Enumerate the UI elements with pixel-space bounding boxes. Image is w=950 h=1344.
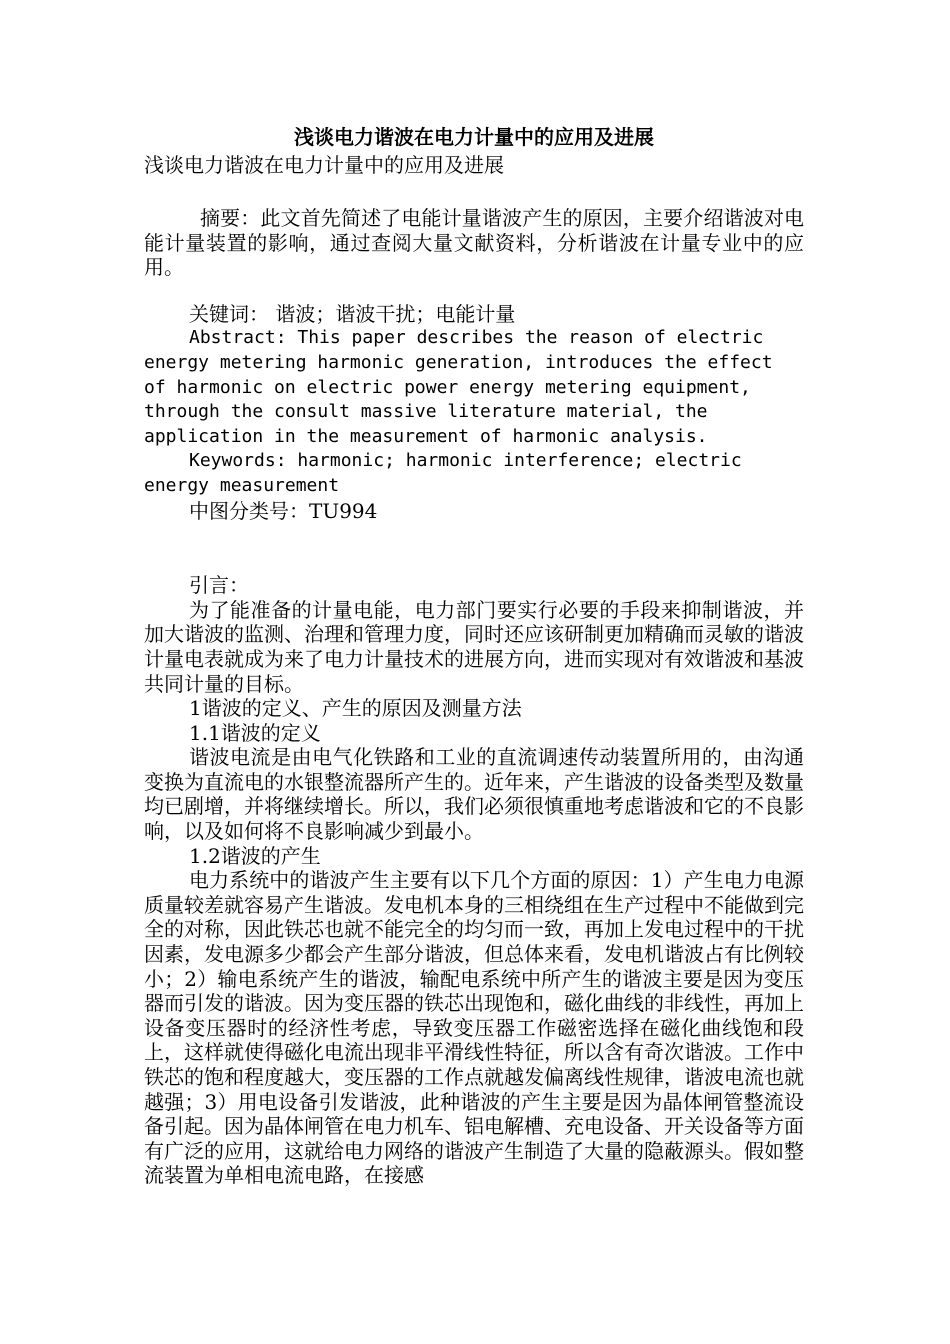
intro-heading: 引言： bbox=[189, 573, 249, 598]
abstract-en: Abstract: This paper describes the reason of electric energy metering harmonic generation, introduces the effect of harmonic on electric power energy metering equipment, through the consult massive literature material, the application in the measurement of harmonic analysis. bbox=[144, 327, 773, 447]
abstract-cn: 摘要：此文首先简述了电能计量谐波产生的原因，主要介绍谐波对电能计量装置的影响，通过查阅大量文献资料，分析谐波在计量专业中的应用。 bbox=[144, 206, 804, 280]
document-title: 浅谈电力谐波在电力计量中的应用及进展 bbox=[294, 125, 654, 149]
section-1-2-heading: 1.2谐波的产生 bbox=[189, 843, 321, 868]
keywords-cn: 关键词： 谐波；谐波干扰；电能计量 bbox=[189, 301, 516, 326]
intro-paragraph: 为了能准备的计量电能，电力部门要实行必要的手段来抑制谐波，并加大谐波的监测、治理和管理力度，同时还应该研制更加精确而灵敏的谐波计量电表就成为来了电力计量技术的进展方向，进而实现对有效谐波和基波共同计量的目标。 bbox=[144, 597, 804, 696]
section-1-1-heading: 1.1谐波的定义 bbox=[189, 720, 321, 745]
section-1-heading: 1谐波的定义、产生的原因及测量方法 bbox=[189, 696, 522, 721]
classification-code: 中图分类号：TU994 bbox=[189, 498, 378, 523]
keywords-en: Keywords: harmonic; harmonic interference; electric energy measurement bbox=[144, 450, 742, 496]
section-1-1-paragraph: 谐波电流是由电气化铁路和工业的直流调速传动装置所用的，由沟通变换为直流电的水银整流器所产生的。近年来，产生谐波的设备类型及数量均已剧增，并将继续增长。所以，我们必须很慎重地考虑谐波和它的不良影响，以及如何将不良影响减少到最小。 bbox=[144, 745, 804, 844]
document-body bbox=[144, 124, 804, 1188]
section-1-2-paragraph: 电力系统中的谐波产生主要有以下几个方面的原因：1）产生电力电源质量较差就容易产生谐波。发电机本身的三相绕组在生产过程中不能做到完全的对称，因此铁芯也就不能完全的均匀而一致，再加上发电过程中的干扰因素，发电源多少都会产生部分谐波，但总体来看，发电机谐波占有比例较小；2）输电系统产生的谐波，输配电系统中所产生的谐波主要是因为变压器而引发的谐波。因为变压器的铁芯出现饱和，磁化曲线的非线性，再加上设备变压器时的经济性考虑，导致变压器工作磁密选择在磁化曲线饱和段上，这样就使得磁化电流出现非平滑线性特征，所以含有奇次谐波。工作中铁芯的饱和程度越大，变压器的工作点就越发偏离线性规律，谐波电流也就越强；3）用电设备引发谐波，此种谐波的产生主要是因为晶体闸管整流设备引起。因为晶体闸管在电力机车、铝电解槽、充电设备、开关设备等方面有广泛的应用，这就给电力网络的谐波产生制造了大量的隐蔽源头。假如整流装置为单相电流电路，在接感 bbox=[144, 868, 804, 1188]
document-subtitle: 浅谈电力谐波在电力计量中的应用及进展 bbox=[144, 153, 504, 177]
